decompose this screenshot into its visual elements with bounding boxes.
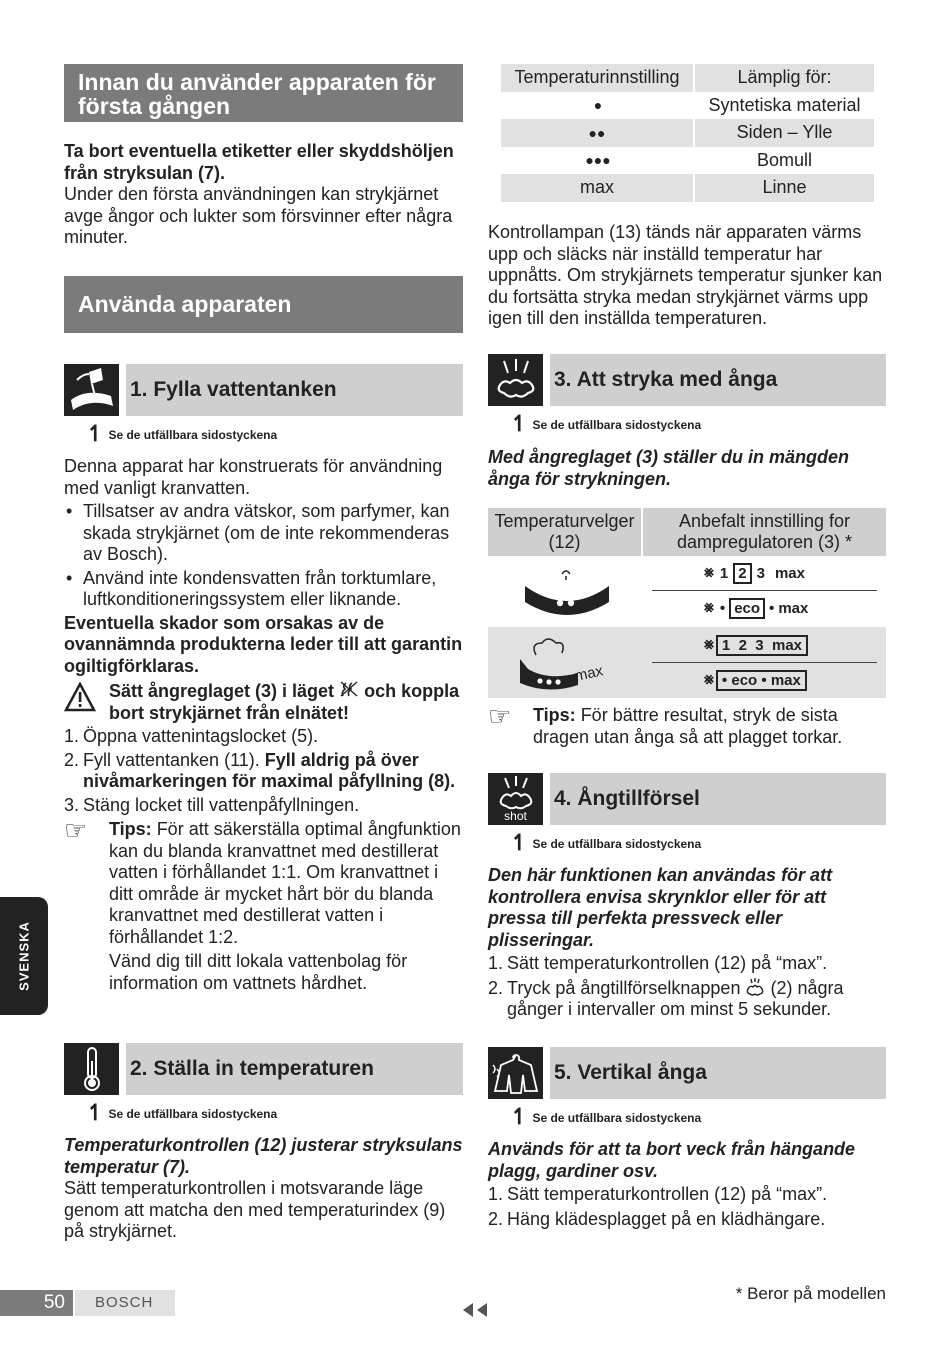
row-divider [652, 662, 877, 663]
no-steam-icon: ⨳ [704, 599, 714, 616]
list-item: 1. Sätt temperaturkontrollen (12) på “max”. [488, 953, 828, 973]
s1-tips-text: För att säkerställa optimal ångfunktion kan du blanda kranvattnet med destillerat vatten i förhållandet 1:1. Om kranvattnet i ditt område är mycket hårt bör du blanda kranvattnet med destillerat vatten i förhållandet 1:2. [109, 819, 461, 947]
s3-tips [488, 701, 886, 748]
section-5-title: 5. Vertikal ånga [550, 1047, 886, 1099]
list-item: • Tillsatser av andra vätskor, som parfymer, kan skada strykjärnet (om de inte rekommenderas av Bosch). [64, 501, 463, 566]
list-item: • Använd inte kondensvatten från torktumlare, luftkonditioneringssystem eller liknande. [64, 568, 463, 611]
up-arrow-icon: ↿ [510, 830, 529, 855]
language-side-tab: SVENSKA [0, 897, 48, 1015]
s3-tips-label: Tips: [533, 705, 576, 725]
s1-bullet-list [64, 501, 463, 611]
no-steam-icon: ⨳ [704, 636, 714, 653]
s4-steps [488, 953, 886, 1021]
see-ref-text: Se de utfällbara sidostyckena [532, 1111, 702, 1125]
fill-water-icon [64, 364, 119, 416]
intro-text: Under den första användningen kan strykjärnet avge ångor och lukter som försvinner efter några minuter. [64, 184, 453, 247]
up-arrow-icon: ↿ [86, 421, 105, 446]
see-ref-text: Se de utfällbara sidostyckena [532, 418, 702, 432]
list-item: 2. Fyll vattentanken (11). Fyll aldrig på över nivåmarkeringen för maximal påfyllning (8). [64, 749, 456, 791]
brand-label: BOSCH [75, 1290, 175, 1316]
left-column [64, 64, 463, 333]
table-header-cell: Temperaturvelger (12) [488, 508, 643, 556]
table-row: ● Syntetiska material [593, 94, 861, 115]
vertical-steam-icon [488, 1047, 543, 1099]
s2-text: Sätt temperaturkontrollen i motsvarande läge genom att matcha den med temperaturindex (9) på strykjärnet. [64, 1178, 446, 1241]
list-item: 2. Häng klädesplagget på en klädhängare. [488, 1208, 826, 1229]
steam-icon [488, 354, 543, 406]
section-1-body [64, 456, 463, 994]
pointing-hand-icon: ☞ [64, 815, 88, 845]
steam-option-row: ⨳ 1 2 3 max [704, 564, 805, 582]
section-3-header [488, 354, 886, 406]
table-row: ●● Siden – Ylle [501, 119, 874, 147]
rewind-arrows-icon [461, 1302, 489, 1318]
section-banner-first-use: Innan du använder apparaten för första gången [64, 64, 463, 122]
table-row [488, 556, 886, 627]
s1-tips [64, 815, 463, 994]
pointing-hand-icon: ☞ [488, 701, 512, 731]
intro-bold: Ta bort eventuella etiketter eller skyddshöljen från stryksulan (7). [64, 141, 454, 183]
see-reference-1 [86, 421, 277, 447]
table-header-row [488, 508, 886, 556]
s5-bold-italic: Används för att ta bort veck från hängande plagg, gardiner osv. [488, 1139, 856, 1181]
table-header-cell: Anbefalt innstilling for dampregulatoren (3) * [643, 508, 886, 556]
s1-tips-label: Tips: [109, 819, 152, 839]
shot-label: shot [504, 809, 527, 823]
section-4-header [488, 773, 886, 825]
section-3-title: 3. Att stryka med ånga [550, 354, 886, 406]
warning-triangle-icon [64, 682, 96, 712]
up-arrow-icon: ↿ [510, 411, 529, 436]
s1-tips-text2: Vänd dig till ditt lokala vattenbolag för information om vattnets hårdhet. [109, 951, 408, 993]
no-steam-icon: ⨳ [704, 671, 714, 688]
svg-text:max: max [573, 662, 605, 685]
list-item: 2. Tryck på ångtillförselknappen (2) några gånger i intervaller om minst 5 sekunder. [488, 977, 844, 1019]
see-reference-4 [510, 830, 701, 856]
s1-caution-text-b: och koppla bort strykjärnet från elnätet! [109, 681, 460, 723]
up-arrow-icon: ↿ [510, 1104, 529, 1129]
see-ref-text: Se de utfällbara sidostyckena [108, 1107, 278, 1121]
row-divider [652, 590, 877, 591]
section-2-body [64, 1135, 463, 1243]
see-ref-text: Se de utfällbara sidostyckena [532, 837, 702, 851]
steam-setting-table [488, 508, 886, 698]
section-2-header [64, 1043, 463, 1095]
table-header-cell: Temperaturinnstilling [501, 64, 695, 92]
list-item: 1. Öppna vattenintagslocket (5). [64, 726, 319, 746]
s2-bold-italic: Temperaturkontrollen (12) justerar stryksulans temperatur (7). [64, 1135, 463, 1177]
dial-low-icon [522, 568, 612, 618]
table-row [488, 627, 886, 698]
steam-shot-icon [488, 773, 543, 825]
page-number: 50 [0, 1290, 73, 1316]
table-header-cell: Lämplig för: [737, 67, 832, 88]
see-reference-3 [510, 411, 701, 437]
section-1-title: 1. Fylla vattentanken [126, 364, 463, 416]
section-4-title: 4. Ångtillförsel [550, 773, 886, 825]
steam-shot-button-icon [745, 978, 765, 996]
s1-warning-bold: Eventuella skador som orsakas av de ovannämnda produkterna leder till att garantin ogiltigförklaras. [64, 612, 463, 676]
temperature-table [501, 64, 874, 202]
table-header-row [501, 64, 874, 92]
section-2-title: 2. Ställa in temperaturen [126, 1043, 463, 1095]
s1-caution-text-a: Sätt ångreglaget (3) i läget [109, 681, 335, 701]
s4-bold-italic: Den här funktionen kan användas för att kontrollera envisa skrynklor eller för att pressa till perfekta pressveck eller plisseringar. [488, 865, 833, 950]
section-5-header [488, 1047, 886, 1099]
steam-option-row: ⨳ 1 2 3 max [704, 634, 808, 656]
see-reference-5 [510, 1104, 701, 1130]
see-reference-2 [86, 1100, 277, 1126]
s1-steps [64, 726, 463, 816]
section-4-body [488, 865, 886, 1021]
table-row: max Linne [501, 174, 874, 202]
no-steam-icon: ⨳ [704, 564, 714, 581]
section-banner-use: Använda apparaten [64, 276, 463, 333]
steam-option-row: ⨳ • eco • max [704, 669, 807, 691]
see-ref-text: Se de utfällbara sidostyckena [108, 428, 278, 442]
s3-tips-text: För bättre resultat, stryk de sista dragen utan ånga så att plagget torkar. [533, 705, 843, 747]
no-steam-icon [339, 680, 359, 698]
list-item: 1. Sätt temperaturkontrollen (12) på “max”. [488, 1184, 828, 1204]
section-5-body [488, 1139, 886, 1230]
up-arrow-icon: ↿ [86, 1100, 105, 1125]
s5-steps [488, 1184, 886, 1230]
table-row: ●●● Bomull [585, 149, 813, 170]
dial-max-icon [518, 633, 610, 693]
s1-caution [64, 680, 463, 724]
indicator-lamp-text: Kontrollampan (13) tänds när apparaten värms upp och släcks när inställd temperatur har uppnåtts. Om strykjärnets temperatur sjunker kan du fortsätta stryka medan strykjärnet värms upp igen till den inställda temperaturen. [488, 222, 883, 328]
list-item: 3. Stäng locket till vattenpåfyllningen. [64, 794, 360, 815]
thermometer-icon [64, 1043, 119, 1095]
s3-bold-italic: Med ångreglaget (3) ställer du in mängden ånga för strykningen. [488, 447, 850, 489]
footnote: * Beror på modellen [735, 1284, 886, 1303]
s1-paragraph: Denna apparat har konstruerats för användning med vanligt kranvatten. [64, 456, 443, 498]
section-1-header [64, 364, 463, 416]
steam-option-row: ⨳ • eco • max [704, 599, 809, 617]
